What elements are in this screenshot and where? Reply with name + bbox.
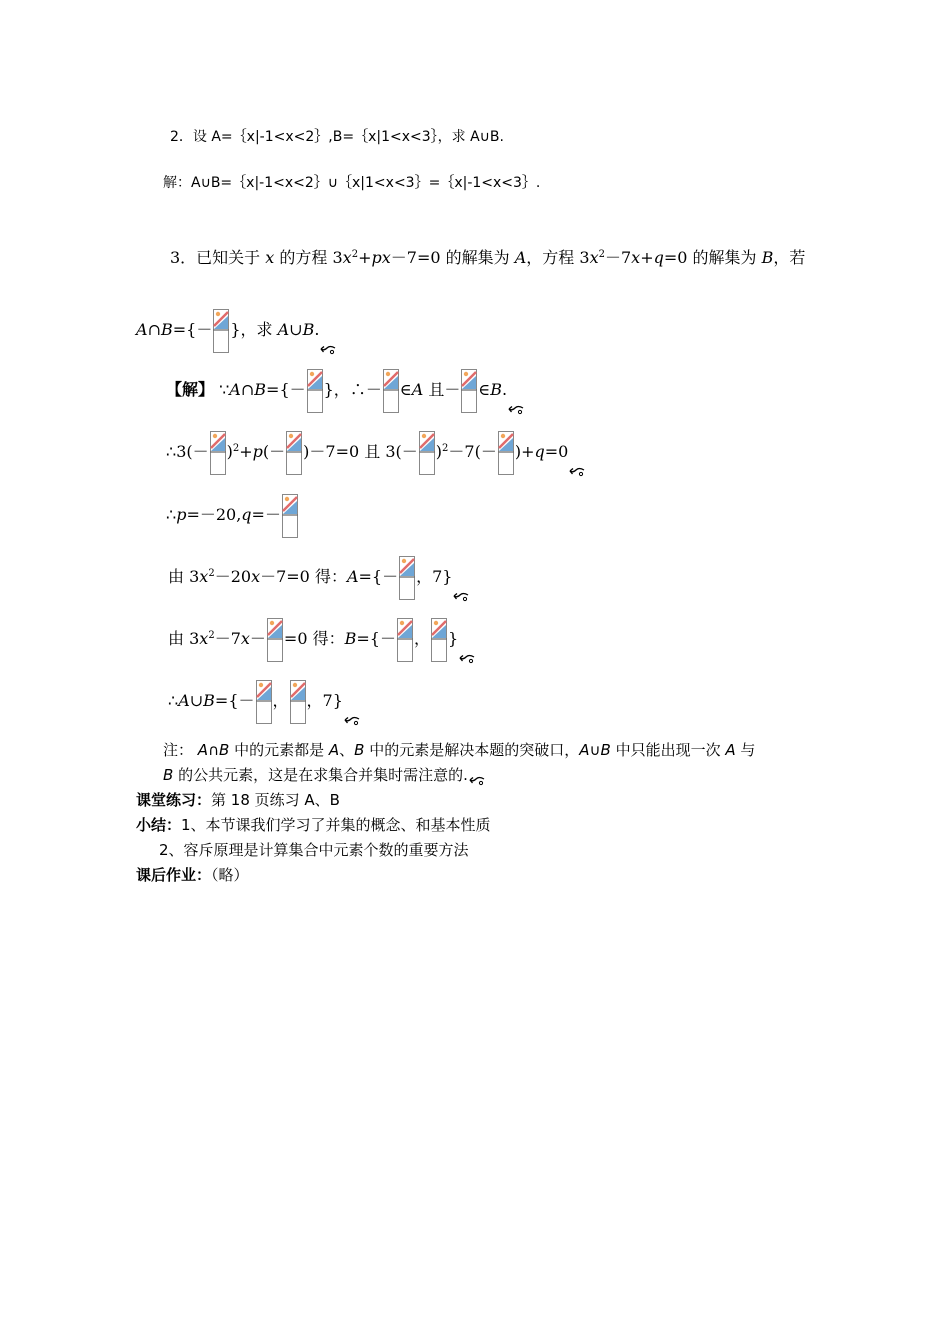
var-x: x bbox=[199, 567, 209, 586]
homework-text: （略） bbox=[211, 866, 249, 884]
sol-text: ， bbox=[413, 629, 430, 648]
solution-line-4 bbox=[168, 553, 469, 601]
sol-text: )+ bbox=[514, 442, 535, 461]
set-B: B bbox=[254, 380, 267, 399]
broken-image-icon bbox=[383, 369, 399, 413]
sol-text: =－20, bbox=[186, 505, 242, 524]
solution-line-5 bbox=[168, 615, 475, 663]
practice-label: 课堂练习： bbox=[136, 791, 212, 809]
solution-line-1: 【解】 ∵A∩B={－ }，∴－ ∈A 且－ ∈B. bbox=[166, 366, 524, 414]
var-q: q bbox=[241, 505, 252, 524]
sol-text: ={－ bbox=[214, 691, 255, 710]
broken-image-icon bbox=[498, 431, 514, 475]
note-text: 中的元素是解决本题的突破口， bbox=[364, 741, 580, 759]
q3-text: . bbox=[314, 320, 320, 339]
sol-text: + bbox=[239, 442, 253, 461]
therefore-symbol: ∴ bbox=[349, 380, 366, 399]
set-A: A bbox=[197, 741, 209, 759]
solution-line-3 bbox=[166, 491, 299, 539]
intersect-symbol: ∩ bbox=[240, 380, 255, 399]
summary-item-1: 1、本节课我们学习了并集的概念、和基本性质 bbox=[181, 816, 491, 834]
sol-text: － bbox=[249, 629, 266, 648]
set-A: A bbox=[725, 741, 736, 759]
q3-text: }，求 bbox=[230, 320, 278, 339]
set-B: B bbox=[302, 320, 315, 339]
sol-text: ， bbox=[272, 691, 289, 710]
practice-line bbox=[136, 790, 340, 810]
sol-text: ) bbox=[226, 442, 233, 461]
q2-solution bbox=[163, 173, 540, 193]
note-text: 中的元素都是 bbox=[229, 741, 329, 759]
exponent: 2 bbox=[208, 630, 215, 641]
exponent: 2 bbox=[232, 443, 240, 454]
therefore-symbol: ∴ bbox=[166, 505, 177, 524]
sol-text: －20 bbox=[214, 567, 252, 586]
q2-problem bbox=[170, 127, 504, 147]
set-B: B bbox=[344, 629, 357, 648]
broken-image-icon bbox=[431, 618, 447, 662]
q3-text: ={－ bbox=[172, 320, 213, 339]
intersect-symbol: ∩ bbox=[208, 741, 220, 759]
exponent: 2 bbox=[351, 249, 359, 260]
sol-text: －7=0 得： bbox=[260, 567, 347, 586]
exponent: 2 bbox=[598, 249, 605, 260]
return-mark-icon bbox=[459, 635, 475, 645]
set-B: B bbox=[219, 741, 230, 759]
q3-problem bbox=[170, 248, 805, 268]
element-of-symbol: ∈ bbox=[399, 380, 412, 399]
q3-text: －7=0 的解集为 bbox=[390, 248, 515, 267]
return-mark-icon bbox=[320, 326, 336, 336]
summary-line-2 bbox=[159, 840, 469, 860]
var-p: p bbox=[252, 442, 263, 461]
because-symbol: ∵ bbox=[219, 380, 230, 399]
homework-label: 课后作业： bbox=[136, 866, 212, 884]
set-B: B bbox=[600, 741, 611, 759]
note-line-1 bbox=[163, 740, 755, 760]
union-symbol: ∪ bbox=[289, 320, 303, 339]
var-x: x bbox=[631, 248, 641, 267]
union-symbol: ∪ bbox=[189, 691, 204, 710]
q3-text: + bbox=[640, 248, 654, 267]
sol-text: }， bbox=[323, 380, 350, 399]
broken-image-icon bbox=[307, 369, 323, 413]
return-mark-icon bbox=[508, 386, 524, 396]
broken-image-icon bbox=[419, 431, 435, 475]
var-q: q bbox=[653, 248, 664, 267]
sol-text: } bbox=[447, 629, 459, 648]
set-B: B bbox=[163, 766, 174, 784]
sol-text: －7(－ bbox=[448, 442, 497, 461]
broken-image-icon bbox=[256, 680, 272, 724]
practice-text: 第 18 页练习 A、B bbox=[211, 791, 340, 809]
sol-text: ={－ bbox=[266, 380, 306, 399]
sol-text: 且 bbox=[423, 380, 445, 399]
set-B: B bbox=[490, 380, 502, 399]
var-p: p bbox=[176, 505, 187, 524]
broken-image-icon bbox=[399, 556, 415, 600]
broken-image-icon bbox=[286, 431, 302, 475]
q2-problem-text: 2．设 A=｛x|-1<x<2｝,B=｛x|1<x<3｝，求 A∪B. bbox=[170, 129, 504, 145]
solution-label: 【解】 bbox=[166, 380, 215, 399]
q3-text: =0 的解集为 bbox=[663, 248, 762, 267]
solution-line-2 bbox=[166, 428, 585, 476]
var-x: x bbox=[342, 248, 352, 267]
var-x: x bbox=[199, 629, 209, 648]
broken-image-icon bbox=[397, 618, 413, 662]
var-x: x bbox=[251, 567, 261, 586]
sol-text: =0 bbox=[544, 442, 569, 461]
sol-text: (－ bbox=[262, 442, 286, 461]
q2-solution-text: 解：A∪B=｛x|-1<x<2｝∪｛x|1<x<3｝=｛x|-1<x<3｝. bbox=[163, 175, 541, 191]
q3-condition bbox=[136, 306, 336, 354]
note-text: 的公共元素，这是在求集合并集时需注意的. bbox=[173, 766, 468, 784]
return-mark-icon bbox=[453, 573, 469, 583]
sol-text: ，7} bbox=[306, 691, 343, 710]
note-text: 与 bbox=[735, 741, 756, 759]
sol-text: ，7} bbox=[416, 567, 453, 586]
sol-text: －7 bbox=[214, 629, 241, 648]
return-mark-icon bbox=[569, 448, 585, 458]
set-A: A bbox=[411, 380, 424, 399]
broken-image-icon bbox=[267, 618, 283, 662]
note-text: 、 bbox=[339, 741, 355, 759]
note-line-2 bbox=[163, 765, 485, 785]
return-mark-icon bbox=[344, 697, 360, 707]
var-x: x bbox=[265, 248, 275, 267]
note-label: 注： bbox=[163, 741, 194, 759]
broken-image-icon bbox=[210, 431, 226, 475]
set-A: A bbox=[136, 320, 148, 339]
set-B: B bbox=[160, 320, 173, 339]
return-mark-icon bbox=[469, 771, 485, 781]
exponent: 2 bbox=[442, 443, 449, 454]
q3-text: 的方程 3 bbox=[274, 248, 343, 267]
sol-text: . bbox=[501, 380, 508, 399]
broken-image-icon bbox=[461, 369, 477, 413]
element-of-symbol: ∈ bbox=[478, 380, 491, 399]
summary-label: 小结： bbox=[136, 816, 182, 834]
q3-text: + bbox=[358, 248, 372, 267]
sol-text: ) bbox=[435, 442, 443, 461]
q3-text: －7 bbox=[604, 248, 632, 267]
sol-text: ={－ bbox=[358, 567, 399, 586]
sol-text: 3(－ bbox=[176, 442, 209, 461]
set-A: A bbox=[229, 380, 241, 399]
var-x: x bbox=[381, 248, 391, 267]
var-p: p bbox=[371, 248, 382, 267]
summary-line-1 bbox=[136, 815, 491, 835]
set-A: A bbox=[514, 248, 527, 267]
var-x: x bbox=[589, 248, 599, 267]
set-A: A bbox=[579, 741, 590, 759]
union-symbol: ∪ bbox=[589, 741, 601, 759]
sol-text: )－7=0 且 3(－ bbox=[303, 442, 418, 461]
q3-text: ，若 bbox=[773, 248, 806, 267]
sol-text: =0 得： bbox=[283, 629, 345, 648]
broken-image-icon bbox=[282, 494, 298, 538]
set-B: B bbox=[203, 691, 215, 710]
var-q: q bbox=[534, 442, 545, 461]
homework-line bbox=[136, 865, 249, 885]
broken-image-icon bbox=[213, 309, 229, 353]
intersect-symbol: ∩ bbox=[147, 320, 161, 339]
sol-text: =－ bbox=[251, 505, 281, 524]
sol-text: ={－ bbox=[356, 629, 396, 648]
set-A: A bbox=[328, 741, 340, 759]
solution-line-6 bbox=[168, 677, 360, 725]
q3-text: ，方程 3 bbox=[526, 248, 590, 267]
sol-text: 由 3 bbox=[168, 567, 200, 586]
set-A: A bbox=[346, 567, 359, 586]
sol-text: 由 3 bbox=[168, 629, 200, 648]
note-text: 中只能出现一次 bbox=[610, 741, 726, 759]
var-x: x bbox=[240, 629, 250, 648]
set-A: A bbox=[277, 320, 290, 339]
exponent: 2 bbox=[208, 568, 215, 579]
broken-image-icon bbox=[290, 680, 306, 724]
therefore-symbol: ∴ bbox=[168, 691, 179, 710]
summary-item-2: 2、容斥原理是计算集合中元素个数的重要方法 bbox=[159, 841, 469, 859]
therefore-symbol: ∴ bbox=[166, 442, 177, 461]
q3-number: 3．已知关于 bbox=[170, 248, 266, 267]
set-B: B bbox=[354, 741, 365, 759]
set-A: A bbox=[178, 691, 190, 710]
set-B: B bbox=[761, 248, 774, 267]
